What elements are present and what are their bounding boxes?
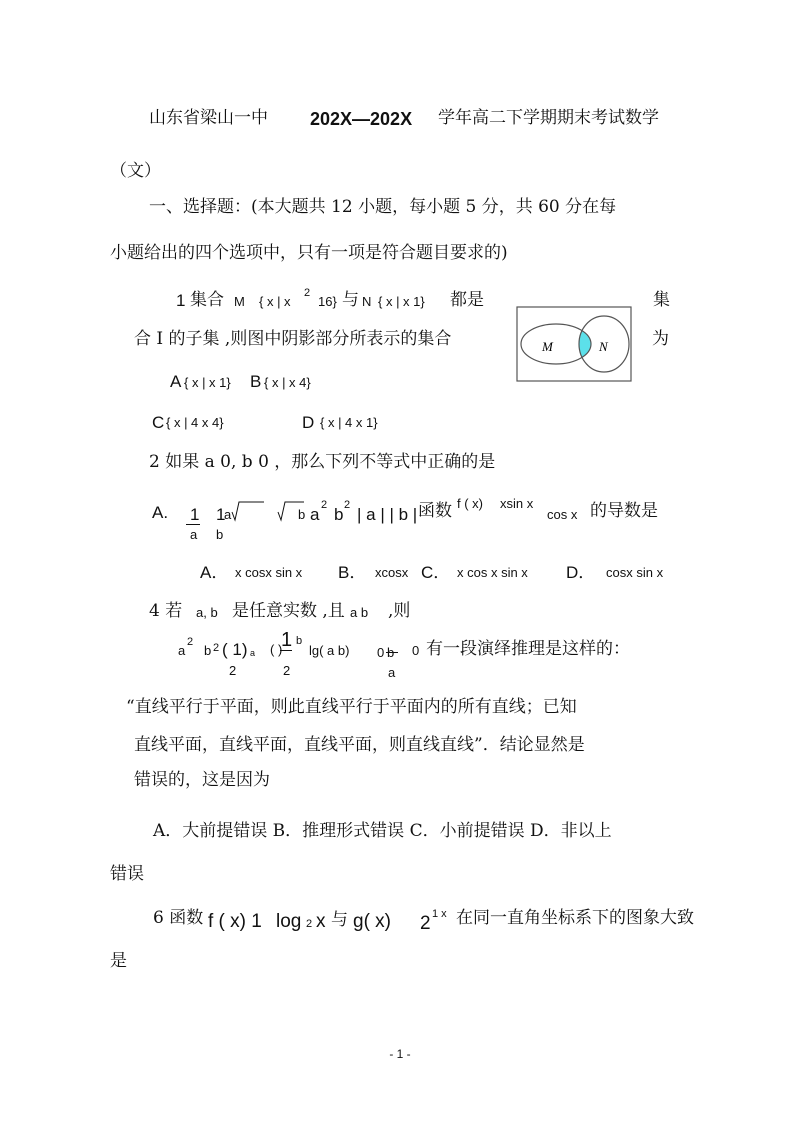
q4-zero2: 0: [412, 643, 420, 658]
q2-a2: a: [310, 505, 320, 524]
q3-optB-text: xcosx: [375, 565, 409, 580]
q1-m: M: [234, 294, 245, 309]
q1-optB: B: [250, 372, 262, 391]
q1-n: N: [362, 294, 372, 309]
q1-t5: 为: [652, 329, 669, 349]
q5-line3: 错误的，这是因为: [134, 770, 270, 790]
q5-line2: 直线平面，直线平面，直线平面，则直线直线”．结论显然是: [134, 735, 585, 755]
q4-half-b: ( ): [270, 642, 283, 657]
q4-text2: 是任意实数 ,且: [232, 601, 345, 621]
q5-line1: “直线平行于平面，则此直线平行于平面内的所有直线；已知: [126, 697, 577, 717]
q6-yu: 与: [331, 910, 348, 930]
q4-text3: ,则: [388, 601, 411, 621]
q3-optB: B．: [338, 563, 367, 582]
q4-half-b-bot: 2: [283, 663, 291, 678]
q4-half-b-sup: b: [296, 635, 303, 647]
q2-a2-sup: 2: [321, 499, 328, 511]
q6-text: 在同一直角坐标系下的图象大致: [456, 908, 694, 928]
q1-num: 1: [176, 291, 186, 310]
q4-half-b-top: 1: [281, 629, 293, 651]
q1-t2: 与: [342, 290, 359, 310]
q2-sqrt-b: b: [298, 507, 306, 522]
q2-optA: A.: [152, 503, 169, 522]
q4-text4: 有一段演绎推理是这样的：: [426, 639, 630, 659]
q6-log-sub: 2: [306, 918, 313, 930]
q2-hanshu: 函数: [418, 501, 452, 521]
title-rest: 学年高二下学期期末考试数学: [438, 108, 659, 128]
q1-line2: 合 I 的子集 ,则图中阴影部分所表示的集合: [134, 329, 452, 349]
q4-a2-sup: 2: [187, 636, 194, 648]
q6-x: x: [316, 911, 326, 932]
q3-optA: A．: [200, 563, 229, 582]
venn-label-m: M: [542, 339, 553, 354]
section-line2: 小题给出的四个选项中，只有一项是符合题目要求的): [110, 243, 508, 263]
q2-frac1-top: 1: [190, 505, 200, 524]
q5-options-cont: 错误: [110, 864, 144, 884]
q1-optD-text: { x | 4 x 1}: [320, 415, 378, 430]
q1-optA: A: [170, 372, 182, 391]
q2-xsinx: xsin x: [500, 496, 534, 511]
q1-sup: 2: [304, 287, 311, 299]
q4-b2-sup: 2: [213, 642, 220, 654]
q4-lg: lg( a b): [309, 643, 350, 658]
q1-set1b: 16}: [318, 294, 337, 309]
q2-fx: f ( x): [457, 496, 483, 511]
q2-b2-sup: 2: [344, 499, 351, 511]
q4-a2: a: [178, 643, 186, 658]
q1-optD: D: [302, 413, 315, 432]
q1-optB-text: { x | x 4}: [264, 375, 311, 390]
q6-cont: 是: [110, 951, 127, 971]
q1-t1: 集合: [190, 290, 224, 310]
q5-options: A．大前提错误 B．推理形式错误 C．小前提错误 D．非以上: [153, 821, 612, 841]
q2-cosx: cos x: [547, 507, 578, 522]
q4-b-over-a-bot: a: [388, 665, 396, 680]
q4-zero: 0: [377, 645, 385, 660]
q1-set2: { x | x 1}: [378, 294, 425, 309]
q4-b2: b: [204, 643, 212, 658]
q3-optC-text: x cos x sin x: [457, 565, 528, 580]
q4-ab: a, b: [196, 605, 218, 620]
q6-exp: 1 x: [432, 908, 447, 920]
q6-log: log: [276, 911, 302, 932]
section-line1: 一、选择题：(本大题共 12 小题，每小题 5 分，共 60 分在每: [149, 197, 617, 217]
q3-optA-text: x cosx sin x: [235, 565, 303, 580]
q4-half-a-bot: 2: [229, 663, 237, 678]
q4-ab2: a b: [350, 605, 369, 620]
q2-sqrt-a: a: [224, 507, 232, 522]
q3-optD-text: cosx sin x: [606, 565, 664, 580]
q2-abs: | a | | b |: [357, 505, 418, 524]
title-subtitle: （文）: [110, 161, 161, 181]
title-years: 202X—202X: [310, 109, 413, 129]
q2-frac2-top: 1: [216, 505, 226, 524]
q4-half-a: ( 1): [222, 640, 248, 659]
q2-sqrt-a-radical: [230, 500, 266, 522]
q4-b-over-a-bar: [386, 652, 398, 653]
q2-frac2-bot: b: [216, 527, 224, 542]
page-number: - 1 -: [389, 1047, 411, 1061]
q6-gx: g( x): [353, 911, 391, 932]
q2-frac1-bot: a: [190, 527, 198, 542]
q4-b-over-a-top: b: [387, 645, 395, 660]
q1-t4: 集: [653, 290, 670, 310]
q4-half-a-sup: a: [250, 648, 256, 658]
q2-daoshu: 的导数是: [590, 501, 658, 521]
q1-t3: 都是: [450, 290, 484, 310]
q3-optC: C．: [421, 563, 451, 582]
venn-label-n: N: [599, 339, 608, 354]
q1-optC-text: { x | 4 x 4}: [166, 415, 224, 430]
q6-num: 6 函数: [153, 908, 204, 928]
q6-two: 2: [420, 913, 431, 934]
title-school: 山东省梁山一中: [149, 108, 268, 128]
q1-set1: { x | x: [259, 294, 291, 309]
q1-optA-text: { x | x 1}: [184, 375, 231, 390]
q4-text1: 4 若: [149, 601, 183, 621]
q2-text: 2 如果 a 0, b 0 ，那么下列不等式中正确的是: [149, 452, 496, 472]
q2-frac1-bar: [186, 524, 200, 525]
q2-b2: b: [334, 505, 344, 524]
q6-fx: f ( x) 1: [208, 911, 262, 932]
q1-optC: C: [152, 413, 165, 432]
q3-optD: D．: [566, 563, 596, 582]
venn-diagram: [516, 306, 632, 382]
